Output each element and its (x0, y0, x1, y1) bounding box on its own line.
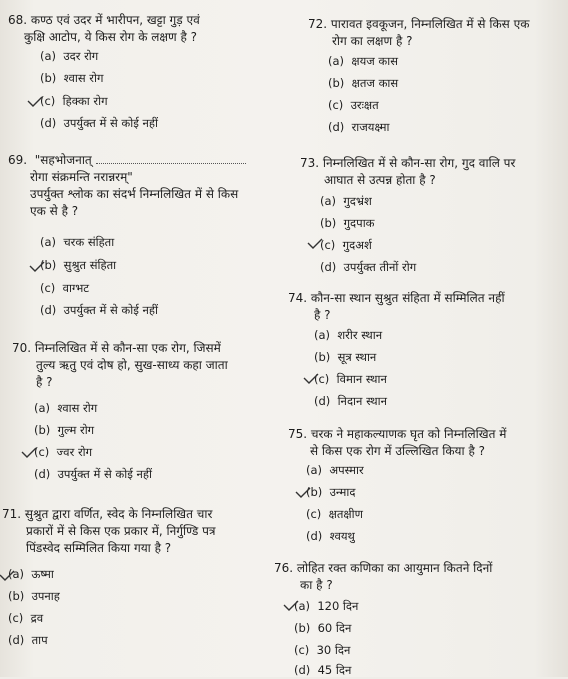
question-74-option-d[interactable]: (d) निदान स्थान (314, 394, 388, 408)
question-76-option-d[interactable]: (d) 45 दिन (294, 663, 352, 677)
question-69-stem-line4: एक से है ? (30, 204, 79, 218)
question-68-option-d[interactable]: (d) उपर्युक्त में से कोई नहीं (40, 116, 159, 130)
question-68-option-a[interactable]: (a) उदर रोग (40, 49, 99, 63)
question-75-stem-line1: 75. चरक ने महाकल्याणक घृत को निम्नलिखित में (288, 427, 507, 441)
question-71-stem-line3: पिंडस्वेद सम्मिलित किया गया है ? (26, 541, 172, 555)
question-72-option-d[interactable]: (d) राजयक्ष्मा (328, 120, 390, 134)
question-69-stem-line3: उपर्युक्त श्लोक का संदर्भ निम्नलिखित में से किस (30, 187, 239, 201)
question-70-option-b[interactable]: (b) गुल्म रोग (34, 423, 95, 437)
question-69 (8, 152, 246, 220)
question-72-option-b[interactable]: (b) क्षतज कास (328, 76, 399, 90)
question-76-option-b[interactable]: (b) 60 दिन (294, 621, 352, 635)
question-68-stem-line1: 68. कण्ठ एवं उदर में भारीपन, खट्टा गुड़ एवं (8, 13, 200, 27)
question-75 (288, 426, 506, 460)
question-70-option-c[interactable]: (c) ज्वर रोग (34, 445, 93, 459)
question-76-stem-line1: 76. लोहित रक्त कणिका का आयुमान कितने दिनों (274, 561, 493, 575)
question-73-option-d[interactable]: (d) उपर्युक्त तीनों रोग (320, 260, 417, 274)
question-74 (288, 290, 505, 324)
question-76-option-a[interactable]: (a) 120 दिन (294, 599, 359, 613)
question-72-option-c[interactable]: (c) उरःक्षत (328, 98, 379, 112)
question-69-option-c[interactable]: (c) वाग्भट (40, 281, 90, 295)
question-71-option-d[interactable]: (d) ताप (8, 633, 48, 647)
question-68-option-b[interactable]: (b) श्वास रोग (40, 71, 104, 85)
question-73 (300, 155, 515, 189)
question-76-option-c[interactable]: (c) 30 दिन (294, 643, 351, 657)
question-68 (8, 12, 200, 46)
question-71-option-c[interactable]: (c) द्रव (8, 611, 44, 625)
question-68-option-c[interactable]: (c) हिक्का रोग (40, 94, 108, 108)
question-71-option-b[interactable]: (b) उपनाह (8, 589, 60, 603)
question-70-stem-line3: है ? (36, 375, 53, 389)
question-71-stem-line2: प्रकारों में से किस एक प्रकार में, निर्गुण्डि पत्र (26, 524, 216, 538)
question-72-option-a[interactable]: (a) क्षयज कास (328, 54, 399, 68)
question-70-stem-line1: 70. निम्नलिखित में से कौन-सा एक रोग, जिसमें (12, 341, 221, 355)
question-74-option-a[interactable]: (a) शरीर स्थान (314, 328, 383, 342)
question-69-option-a[interactable]: (a) चरक संहिता (40, 235, 115, 249)
question-74-option-b[interactable]: (b) सूत्र स्थान (314, 350, 377, 364)
question-69-option-b[interactable]: (b) सुश्रुत संहिता (40, 258, 117, 272)
question-76-stem-line2: का है ? (300, 578, 333, 592)
question-71 (2, 506, 216, 557)
question-73-stem-line2: आघात से उत्पन्न होता है ? (324, 173, 436, 187)
question-71-stem-line1: 71. सुश्रुत द्वारा वर्णित, स्वेद के निम्नलिखित चार (2, 507, 213, 521)
question-70-option-a[interactable]: (a) श्वास रोग (34, 401, 98, 415)
question-75-stem-line2: से किस एक रोग में उल्लिखित किया है ? (310, 444, 485, 458)
question-72-stem-line1: 72. पारावत इवकूजन, निम्नलिखित में से किस एक (308, 17, 530, 31)
question-73-option-a[interactable]: (a) गुदभ्रंश (320, 194, 372, 208)
question-73-stem-line1: 73. निम्नलिखित में से कौन-सा रोग, गुद वालि पर (300, 156, 516, 170)
question-70-option-d[interactable]: (d) उपर्युक्त में से कोई नहीं (34, 467, 153, 481)
blank-dotted-line (96, 152, 246, 164)
question-73-option-b[interactable]: (b) गुदपाक (320, 216, 375, 230)
question-70 (12, 340, 228, 391)
question-75-option-a[interactable]: (a) अपस्मार (306, 463, 364, 477)
question-69-stem-line1: 69. "सहभोजनात् (8, 152, 246, 169)
question-74-stem-line1: 74. कौन-सा स्थान सुश्रुत संहिता में सम्मिलित नहीं (288, 291, 505, 305)
question-69-stem-line2: रोगा संक्रमन्ति नरान्नरम्" (30, 170, 133, 184)
question-72 (308, 16, 529, 50)
question-68-stem-line2: कुक्षि आटोप, ये किस रोग के लक्षण है ? (24, 30, 198, 44)
question-70-stem-line2: तुल्य ऋतु एवं दोष हो, सुख-साध्य कहा जाता (36, 358, 228, 372)
question-73-option-c[interactable]: (c) गुदअर्श (320, 238, 372, 252)
question-72-stem-line2: रोग का लक्षण है ? (332, 34, 413, 48)
question-71-option-a[interactable]: (a) ऊष्मा (8, 567, 54, 581)
question-75-option-d[interactable]: (d) श्वयथु (306, 529, 355, 543)
question-75-option-b[interactable]: (b) उन्माद (306, 485, 356, 499)
question-75-option-c[interactable]: (c) क्षतक्षीण (306, 507, 363, 521)
question-76 (274, 560, 492, 594)
question-69-option-d[interactable]: (d) उपर्युक्त में से कोई नहीं (40, 303, 159, 317)
question-74-option-c[interactable]: (c) विमान स्थान (314, 372, 387, 386)
question-74-stem-line2: है ? (314, 308, 331, 322)
